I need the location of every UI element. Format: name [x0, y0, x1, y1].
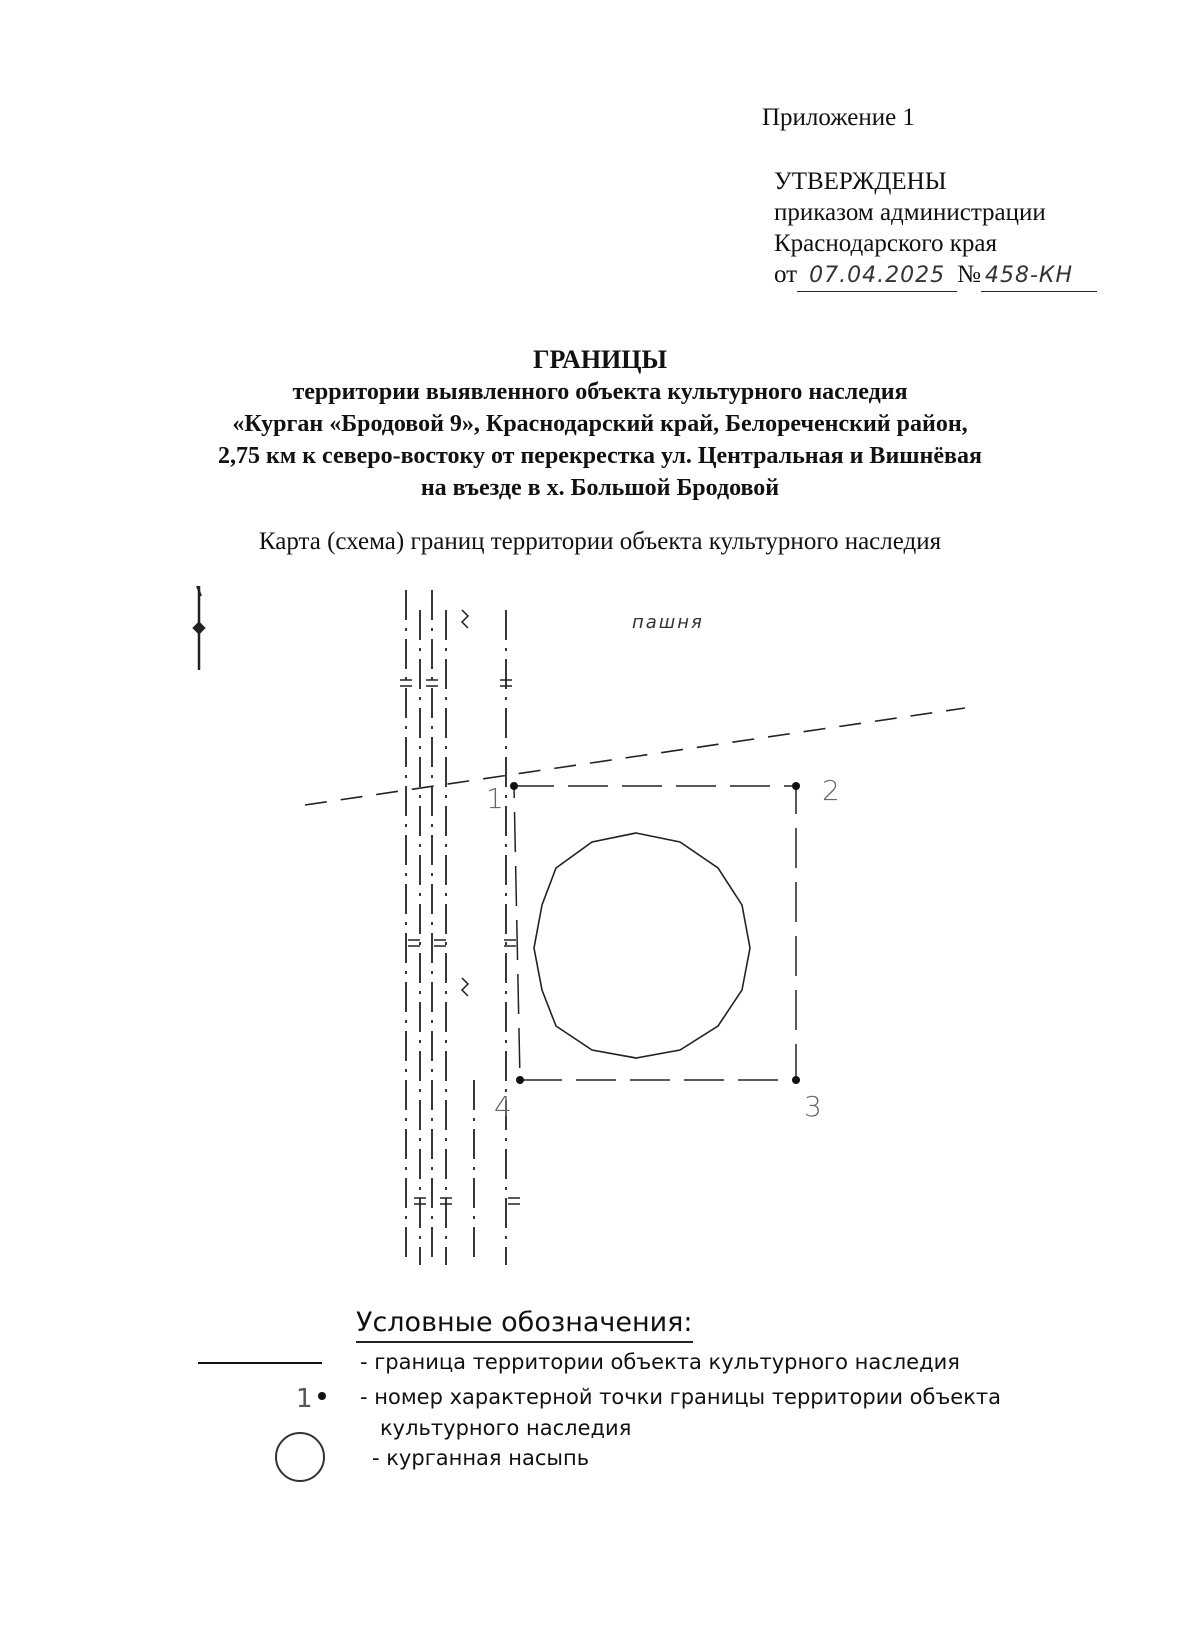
legend-mound-circle-icon [275, 1432, 325, 1482]
ditch-symbol-icon [462, 978, 468, 996]
point-label-3: 3 [804, 1090, 822, 1123]
ditch-symbol-icon [462, 610, 468, 628]
legend-boundary-line-icon [198, 1362, 322, 1364]
field-label: пашня [632, 612, 704, 633]
number-prefix: № [957, 261, 981, 288]
appendix-label: Приложение 1 [762, 104, 915, 131]
map-caption: Карта (схема) границ территории объекта культурного наследия [258, 528, 942, 555]
legend-point-icon [318, 1392, 326, 1400]
mound-outline [534, 833, 750, 1058]
point-label-1: 1 [486, 782, 504, 815]
point-label-2: 2 [822, 774, 840, 807]
utility-lines [406, 590, 506, 1265]
title-line-3: 2,75 км к северо-востоку от перекрестка ул. Центральная и Вишнёвая [218, 443, 982, 469]
approval-line-3: Краснодарского края [774, 230, 997, 257]
legend-boundary-desc: - граница территории объекта культурного наследия [360, 1350, 960, 1374]
order-number: 458-КН [981, 260, 1097, 292]
north-arrow-icon [193, 586, 205, 670]
order-date: 07.04.2025 [797, 260, 957, 292]
legend-point-desc-1: - номер характерной точки границы территории объекта [360, 1385, 1002, 1409]
approval-title: УТВЕРЖДЕНЫ [774, 168, 947, 195]
title-line-4: на въезде в х. Большой Бродовой [420, 475, 780, 501]
legend-point-number: 1 [296, 1384, 313, 1414]
legend-point-desc-2: культурного наследия [380, 1416, 632, 1440]
point-label-4: 4 [494, 1090, 512, 1123]
field-edge-line [305, 708, 965, 805]
territory-boundary [514, 786, 796, 1080]
title-main: ГРАНИЦЫ [532, 345, 668, 374]
title-line-1: территории выявленного объекта культурного наследия [292, 379, 908, 405]
line-ticks [400, 680, 520, 1204]
boundary-points [510, 782, 800, 1084]
title-line-2: «Курган «Бродовой 9», Краснодарский край, Белореченский район, [232, 411, 968, 437]
approval-line-2: приказом администрации [774, 199, 1046, 226]
legend-mound-desc: - курганная насыпь [372, 1446, 590, 1470]
date-prefix: от [774, 261, 798, 288]
legend-title: Условные обозначения: [356, 1306, 693, 1343]
